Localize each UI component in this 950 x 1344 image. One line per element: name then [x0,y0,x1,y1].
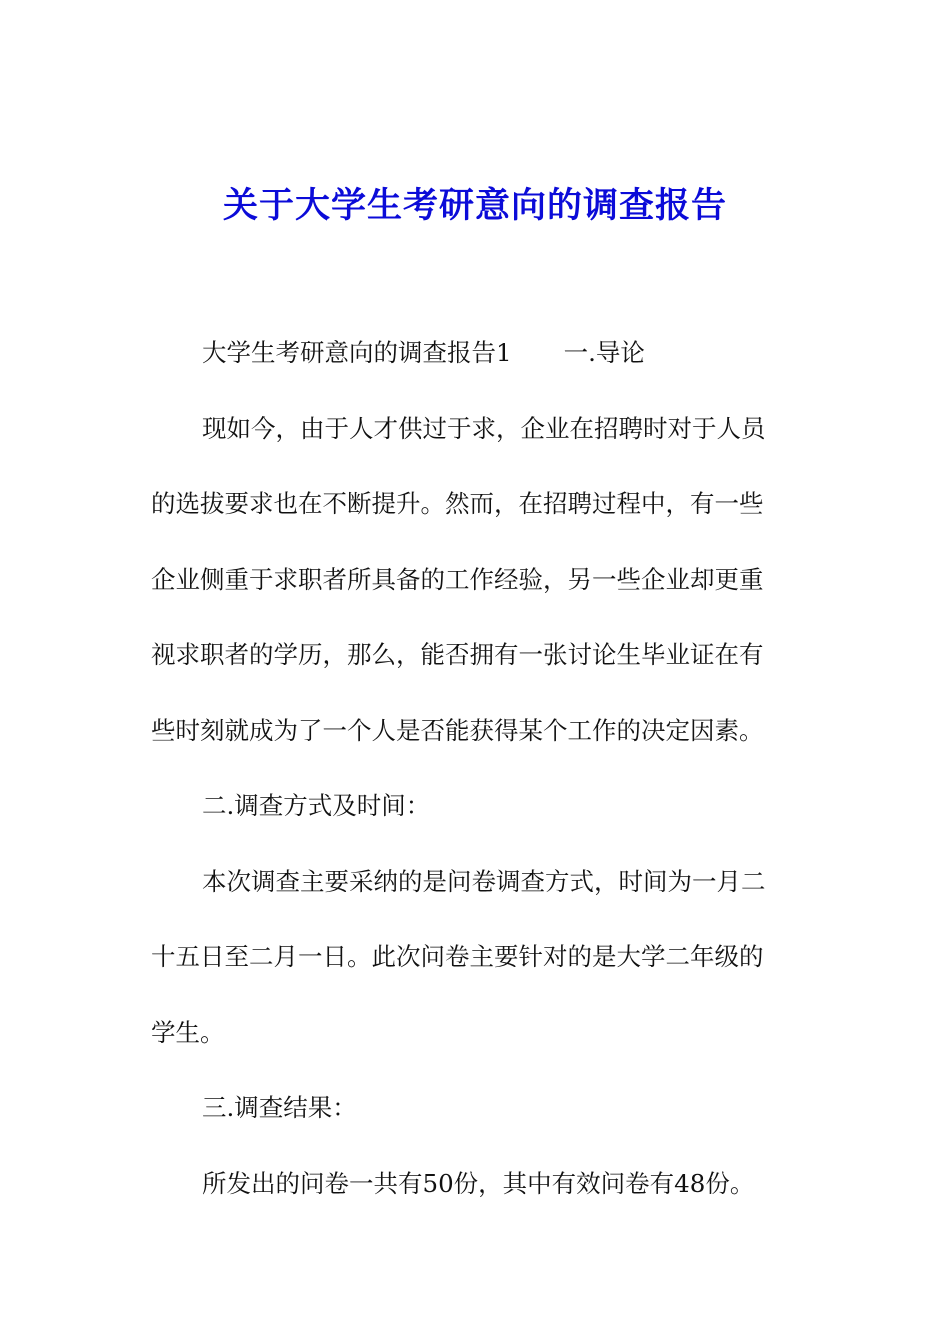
paragraph-line: 些时刻就成为了一个人是否能获得某个工作的决定因素。 [151,715,764,745]
document-body [151,315,791,1221]
paragraph-line: 本次调查主要采纳的是问卷调查方式，时间为一月二 [202,866,766,896]
paragraph-line [151,315,791,391]
section-heading-method: 二.调查方式及时间： [202,791,431,820]
paragraph-line: 现如今，由于人才供过于求，企业在招聘时对于人员 [202,413,766,443]
paragraph-line: 十五日至二月一日。此次问卷主要针对的是大学二年级的 [151,942,764,971]
section-heading-results: 三.调查结果： [202,1093,357,1122]
report-heading: 大学生考研意向的调查报告1 [202,338,512,367]
paragraph-line: 所发出的问卷一共有50份，其中有效问卷有48份。 [202,1168,755,1198]
section-heading-intro: 一.导论 [563,338,645,367]
paragraph-line: 视求职者的学历，那么，能否拥有一张讨论生毕业证在有 [151,640,764,669]
paragraph-line: 的选拔要求也在不断提升。然而，在招聘过程中，有一些 [151,489,764,518]
document-title: 关于大学生考研意向的调查报告 [222,185,727,226]
paragraph-line: 企业侧重于求职者所具备的工作经验，另一些企业却更重 [151,564,764,594]
paragraph-line: 学生。 [151,1017,225,1047]
